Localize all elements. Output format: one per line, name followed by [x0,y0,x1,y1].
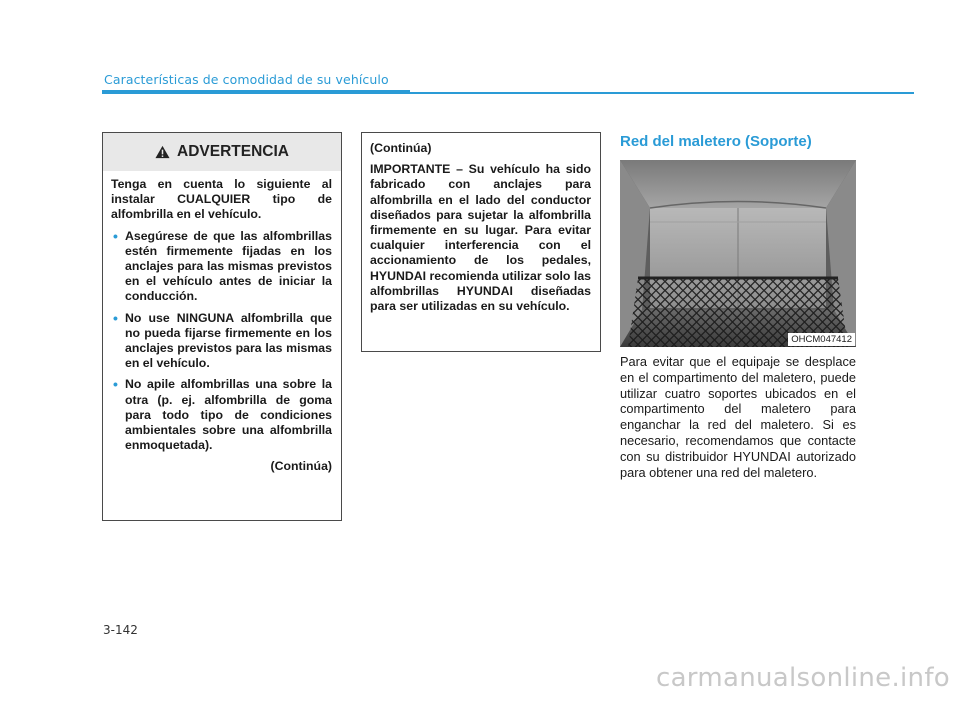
continuation-box [361,132,601,352]
warning-intro: Tenga en cuenta lo siguiente al instalar CUALQUIER tipo de alfombrilla en el vehículo. [111,177,332,222]
continuation-body [362,133,600,314]
warning-header [103,133,341,171]
header-rule-thin [410,92,914,94]
header-title: Características de comodidad de su vehículo [104,72,389,87]
warning-body [103,171,341,475]
cargo-net-photo [620,160,856,347]
section-body-text: Para evitar que el equipaje se desplace en el compartimento del maletero, puede utilizar cuatro soportes ubicados en el compartimento del maletero para enganchar la red del maletero. Si es necesario, recomendamos que contacte con su distribuidor HYUNDAI autorizado para obtener una red del maletero. [620,354,856,480]
warning-triangle-icon [155,145,170,159]
warning-heading: ADVERTENCIA [177,143,289,160]
cargo-net-illustration [620,160,856,347]
image-code: OHCM047412 [788,333,855,346]
header-rule-thick [102,90,410,94]
warning-bullet: • Asegúrese de que las alfombrillas estén firmemente fijadas en los anclajes para las mismas previstos en el vehículo antes de iniciar la conducción. [111,229,332,305]
watermark: carmanualsonline.info [655,663,950,693]
warning-bullet: • No apile alfombrillas una sobre la otra (p. ej. alfombrilla de goma para todo tipo de condiciones ambientales sobre una alfombrilla enmoquetada). [111,377,332,453]
page-number: 3-142 [103,623,138,637]
warning-box [102,132,342,521]
warning-bullet: • No use NINGUNA alfombrilla que no pueda fijarse firmemente en los anclajes previstos para las mismas en el vehículo. [111,311,332,372]
continuation-label: (Continúa) [370,141,432,155]
section-title: Red del maletero (Soporte) [620,133,812,150]
continuation-text: IMPORTANTE – Su vehículo ha sido fabricado con anclajes para alfombrilla en el lado del conductor diseñados para sujetar la alfombrilla firmemente en su lugar. Para evitar cualquier interferencia con el accionamiento de los pedales, HYUNDAI recomienda utilizar solo las alfombrillas HYUNDAI diseñadas para ser utilizadas en su vehículo. [370,162,591,314]
warning-continued: (Continúa) [270,459,332,474]
warning-bullet-list [111,229,332,454]
